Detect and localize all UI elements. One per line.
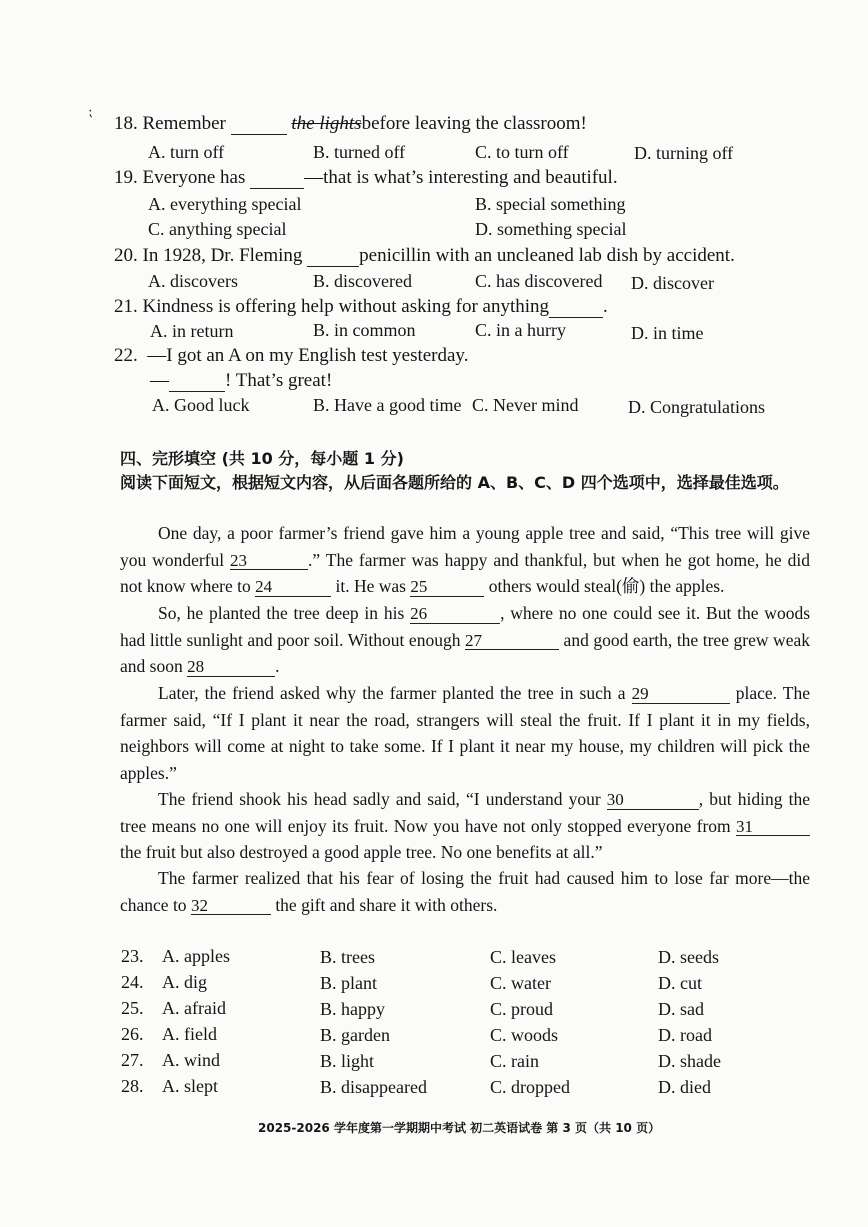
option-18b[interactable]: B. turned off bbox=[313, 142, 406, 162]
cloze-option-26a[interactable]: A. field bbox=[162, 1024, 217, 1044]
option-21b[interactable]: B. in common bbox=[313, 320, 416, 340]
option-22a[interactable]: A. Good luck bbox=[152, 395, 250, 415]
cloze-option-27a[interactable]: A. wind bbox=[162, 1050, 220, 1070]
section-title: 四、完形填空 (共 10 分，每小题 1 分) bbox=[120, 449, 404, 468]
answer-blank[interactable] bbox=[250, 168, 304, 189]
cloze-option-24d[interactable]: D. cut bbox=[658, 973, 702, 993]
option-19d[interactable]: D. something special bbox=[475, 219, 627, 239]
answer-blank[interactable] bbox=[231, 114, 287, 135]
option-20a[interactable]: A. discovers bbox=[148, 271, 238, 291]
option-18a[interactable]: A. turn off bbox=[148, 142, 225, 162]
cloze-option-24a[interactable]: A. dig bbox=[162, 972, 207, 992]
cloze-blank-23: 23 bbox=[230, 552, 308, 571]
option-18d[interactable]: D. turning off bbox=[634, 143, 734, 163]
cloze-num-24: 24. bbox=[121, 972, 144, 992]
option-22d[interactable]: D. Congratulations bbox=[628, 397, 765, 417]
cloze-num-23: 23. bbox=[121, 946, 144, 966]
question-19: 19. Everyone has —that is what’s interesting and beautiful. bbox=[114, 167, 618, 188]
cloze-blank-27: 27 bbox=[465, 632, 559, 651]
question-20: 20. In 1928, Dr. Fleming penicillin with an uncleaned lab dish by accident. bbox=[114, 245, 735, 266]
cloze-option-26b[interactable]: B. garden bbox=[320, 1025, 390, 1045]
cloze-option-27c[interactable]: C. rain bbox=[490, 1051, 539, 1071]
question-21: 21. Kindness is offering help without asking for anything . bbox=[114, 296, 608, 317]
cloze-blank-31: 31 bbox=[736, 818, 810, 837]
pen-mark: ⁏ bbox=[88, 105, 93, 120]
cloze-option-23c[interactable]: C. leaves bbox=[490, 947, 556, 967]
question-22-reply: — ! That’s great! bbox=[150, 370, 333, 391]
handwritten-note: the lights bbox=[291, 113, 362, 134]
cloze-blank-29: 29 bbox=[632, 685, 730, 704]
option-18c[interactable]: C. to turn off bbox=[475, 142, 569, 162]
answer-blank[interactable] bbox=[307, 246, 359, 267]
cloze-option-28d[interactable]: D. died bbox=[658, 1077, 711, 1097]
cloze-blank-32: 32 bbox=[191, 897, 271, 916]
cloze-option-26d[interactable]: D. road bbox=[658, 1025, 712, 1045]
passage-paragraph-2: So, he planted the tree deep in his 26 , where no one could see it. But the woods had little sunlight and poor soil. Without enough 27 and good earth, the tree grew weak and soon 28 . bbox=[120, 603, 811, 676]
cloze-option-27b[interactable]: B. light bbox=[320, 1051, 375, 1071]
cloze-option-25d[interactable]: D. sad bbox=[658, 999, 704, 1019]
option-20b[interactable]: B. discovered bbox=[313, 271, 412, 291]
cloze-num-26: 26. bbox=[121, 1024, 144, 1044]
option-19a[interactable]: A. everything special bbox=[148, 194, 302, 214]
cloze-option-28b[interactable]: B. disappeared bbox=[320, 1077, 427, 1097]
cloze-option-24c[interactable]: C. water bbox=[490, 973, 551, 993]
cloze-num-25: 25. bbox=[121, 998, 144, 1018]
option-21a[interactable]: A. in return bbox=[150, 321, 234, 341]
cloze-option-25c[interactable]: C. proud bbox=[490, 999, 553, 1019]
cloze-num-28: 28. bbox=[121, 1076, 144, 1096]
option-21d[interactable]: D. in time bbox=[631, 323, 704, 343]
cloze-option-23b[interactable]: B. trees bbox=[320, 947, 375, 967]
answer-blank[interactable] bbox=[169, 371, 225, 392]
answer-blank[interactable] bbox=[549, 297, 603, 318]
section-instruction: 阅读下面短文，根据短文内容，从后面各题所给的 A、B、C、D 四个选项中，选择最佳选项。 bbox=[120, 473, 789, 492]
cloze-option-28a[interactable]: A. slept bbox=[162, 1076, 218, 1096]
option-22b[interactable]: B. Have a good time bbox=[313, 395, 462, 415]
cloze-option-25a[interactable]: A. afraid bbox=[162, 998, 226, 1018]
passage-paragraph-5: The farmer realized that his fear of losing the fruit had caused him to lose far more—the chance to 32 the gift and share it with others. bbox=[120, 868, 810, 915]
cloze-num-27: 27. bbox=[121, 1050, 144, 1070]
cloze-option-27d[interactable]: D. shade bbox=[658, 1051, 721, 1071]
option-19c[interactable]: C. anything special bbox=[148, 219, 287, 239]
option-20c[interactable]: C. has discovered bbox=[475, 271, 603, 291]
cloze-option-26c[interactable]: C. woods bbox=[490, 1025, 559, 1045]
page-footer: 2025-2026 学年度第一学期期中考试 初二英语试卷 第 3 页（共 10 页） bbox=[258, 1121, 661, 1135]
question-22: 22. —I got an A on my English test yesterday. bbox=[114, 345, 469, 366]
cloze-blank-26: 26 bbox=[410, 605, 500, 624]
option-20d[interactable]: D. discover bbox=[631, 273, 714, 293]
option-22c[interactable]: C. Never mind bbox=[472, 395, 579, 415]
cloze-option-24b[interactable]: B. plant bbox=[320, 973, 377, 993]
passage-paragraph-4: The friend shook his head sadly and said, “I understand your 30 , but hiding the tree means no one will enjoy its fruit. Now you have not only stopped everyone from 31 the fruit but also destroyed a good apple tree. No one benefits at all.” bbox=[120, 789, 810, 862]
cloze-blank-25: 25 bbox=[410, 578, 484, 597]
cloze-option-23d[interactable]: D. seeds bbox=[658, 947, 719, 967]
cloze-option-25b[interactable]: B. happy bbox=[320, 999, 385, 1019]
cloze-option-23a[interactable]: A. apples bbox=[162, 946, 230, 966]
passage-paragraph-3: Later, the friend asked why the farmer planted the tree in such a 29 place. The farmer said, “If I plant it near the road, strangers will steal the fruit. If I plant it in my fields, neighbors will come at night to take some. If I plant it near my house, my children will pick the apples.” bbox=[120, 683, 810, 783]
cloze-blank-28: 28 bbox=[187, 658, 275, 677]
passage-paragraph-1: One day, a poor farmer’s friend gave him a young apple tree and said, “This tree will give you wonderful 23 .” The farmer was happy and thankful, but when he got home, he did not know where to 24 it. He was 25 others would steal(偷) the apples. bbox=[120, 523, 810, 596]
question-18: 18. Remember the lightsbefore leaving the classroom! bbox=[114, 113, 587, 134]
cloze-blank-24: 24 bbox=[255, 578, 331, 597]
option-21c[interactable]: C. in a hurry bbox=[475, 320, 566, 340]
cloze-option-28c[interactable]: C. dropped bbox=[490, 1077, 570, 1097]
cloze-blank-30: 30 bbox=[607, 791, 699, 810]
option-19b[interactable]: B. special something bbox=[475, 194, 626, 214]
